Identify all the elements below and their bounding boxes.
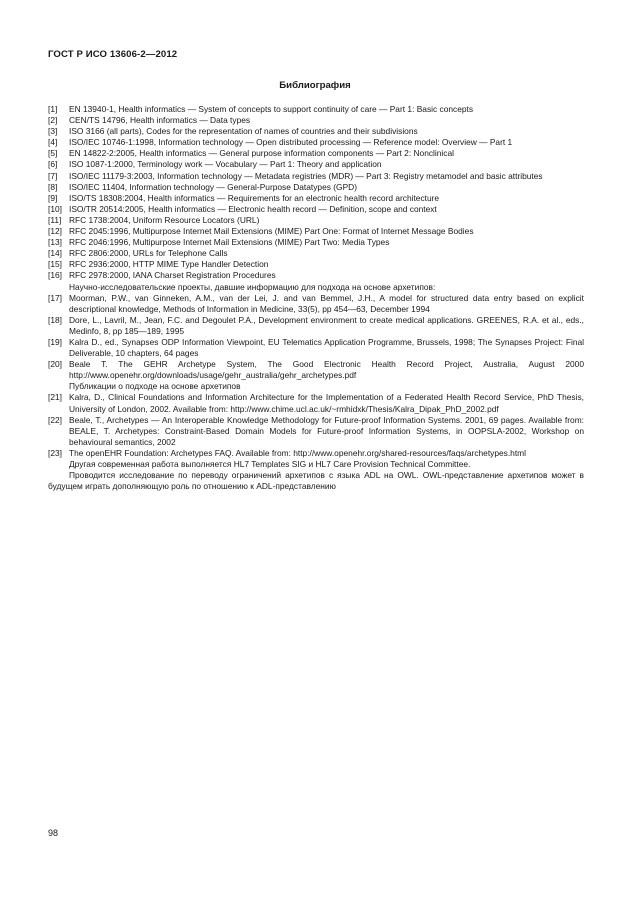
reference-number: [5] — [48, 148, 58, 159]
reference-item — [48, 115, 584, 126]
reference-number: [15] — [48, 259, 62, 270]
reference-item — [48, 337, 584, 359]
reference-text: ISO 1087-1:2000, Terminology work — Vocabulary — Part 1: Theory and application — [69, 159, 382, 170]
section-note-publications: Публикации о подходе на основе архетипов — [69, 381, 241, 392]
bibliography-list — [48, 104, 584, 492]
bibliography-title: Библиография — [279, 80, 351, 91]
reference-text: ISO/IEC 10746-1:1998, Information technology — Open distributed processing — Reference model: Overview — Part 1 — [69, 137, 513, 148]
reference-item — [48, 226, 584, 237]
reference-text: ISO/TS 18308:2004, Health informatics — Requirements for an electronic health record architecture — [69, 192, 440, 203]
reference-item — [48, 315, 584, 337]
reference-text: ISO/IEC 11179-3:2003, Information technology — Metadata registries (MDR) — Part 3: Registry metamodel and basic attributes — [69, 170, 543, 181]
reference-item — [48, 171, 584, 182]
reference-item — [48, 137, 584, 148]
reference-number: [11] — [48, 214, 62, 225]
page-number: 98 — [48, 828, 59, 838]
reference-number: [7] — [48, 170, 58, 181]
reference-text: EN 14822-2:2005, Health informatics — General purpose information components — Part 2: Nonclinical — [69, 148, 454, 159]
reference-text: Beale, T., Archetypes — An Interoperable Knowledge Methodology for Future-proof Information Systems. 2001, 69 pages. Available from: BEALE, T. Archetypes: Constraint-Based Domain Models for Future-proof Information Systems, in OOPSLA-2002, Workshop on behavioural semantics, 2002 — [69, 414, 584, 447]
reference-text: RFC 2046:1996, Multipurpose Internet Mail Extensions (MIME) Part Two: Media Types — [69, 237, 390, 248]
reference-number: [18] — [48, 314, 62, 325]
page-header-standard: ГОСТ Р ИСО 13606-2—2012 — [48, 49, 178, 60]
reference-item — [48, 182, 584, 193]
reference-text: RFC 2978:2000, IANA Charset Registration Procedures — [69, 270, 276, 281]
reference-number: [22] — [48, 414, 62, 425]
reference-item — [48, 359, 584, 381]
reference-text: ISO 3166 (all parts), Codes for the representation of names of countries and their subdivisions — [69, 126, 418, 137]
section-note-other-work: Другая современная работа выполняется HL7 Templates SIG и HL7 Care Provision Technical Committee. — [69, 459, 471, 469]
reference-group-standards — [48, 104, 584, 282]
reference-text: ISO/IEC 11404, Information technology — General-Purpose Datatypes (GPD) — [69, 181, 357, 192]
reference-item — [48, 270, 584, 281]
reference-number: [14] — [48, 248, 62, 259]
reference-text: Moorman, P.W., van Ginneken, A.M., van der Lei, J. and van Bemmel, J.H., A model for structured data entry based on explicit descriptional knowledge, Methods of Information in Medicine, 33(5), pp 454—63, December 1994 — [69, 292, 584, 314]
reference-text: Beale T. The GEHR Archetype System, The Good Electronic Health Record Project, Australia, August 2000 http://www.openehr.org/downloads/usage/gehr_australia/gehr_archetypes.pdf — [69, 359, 584, 381]
reference-number: [21] — [48, 392, 62, 403]
reference-item — [48, 415, 584, 448]
reference-number: [9] — [48, 192, 58, 203]
reference-number: [16] — [48, 270, 62, 281]
reference-number: [3] — [48, 126, 58, 137]
reference-number: [20] — [48, 359, 62, 370]
reference-item — [48, 104, 584, 115]
reference-text: RFC 2936:2000, HTTP MIME Type Handler Detection — [69, 259, 269, 270]
reference-item — [48, 215, 584, 226]
reference-number: [8] — [48, 181, 58, 192]
reference-number: [1] — [48, 104, 58, 114]
reference-item — [48, 237, 584, 248]
reference-item — [48, 148, 584, 159]
reference-item — [48, 293, 584, 315]
reference-item — [48, 126, 584, 137]
reference-number: [17] — [48, 292, 62, 303]
reference-text: EN 13940-1, Health informatics — System of concepts to support continuity of care — Part 1: Basic concepts — [69, 104, 474, 114]
reference-item — [48, 204, 584, 215]
reference-item — [48, 193, 584, 204]
reference-number: [6] — [48, 159, 58, 170]
reference-text: RFC 2806:2000, URLs for Telephone Calls — [69, 248, 228, 259]
reference-number: [23] — [48, 447, 62, 458]
reference-text: ISO/TR 20514:2005, Health informatics — Electronic health record — Definition, scope and context — [69, 203, 437, 214]
section-note-research: Научно-исследовательские проекты, давшие информацию для подхода на основе архетипов: — [69, 281, 436, 292]
reference-group-publications — [48, 392, 584, 459]
reference-item — [48, 259, 584, 270]
reference-number: [4] — [48, 137, 58, 148]
reference-text: Dore, L., Lavril, M., Jean, F.C. and Degoulet P.A., Development environment to create medical applications. GREENES, R.A. et al., eds., Medinfo, 8, pp 185—189, 1995 — [69, 314, 584, 336]
reference-number: [10] — [48, 203, 62, 214]
reference-number: [19] — [48, 336, 62, 347]
reference-text: Kalra D., ed., Synapses ODP Information Viewpoint, EU Telematics Application Programme, Brussels, 1998; The Synapses Project: Final Deliverable, 10 chapters, 64 pages — [69, 336, 584, 359]
reference-text: Kalra, D., Clinical Foundations and Information Architecture for the Implementation of a Federated Health Record Service, PhD Thesis, University of London, 2002. Available from: http://www.chime.ucl.ac.uk/~rmhidxk/Thesis/Kalra_Dipak_PhD_2002.pdf — [69, 392, 584, 414]
reference-number: [12] — [48, 226, 62, 237]
reference-item — [48, 159, 584, 170]
reference-number: [2] — [48, 115, 58, 126]
reference-item — [48, 448, 584, 459]
reference-text: CEN/TS 14796, Health informatics — Data types — [69, 115, 251, 126]
reference-item — [48, 248, 584, 259]
reference-text: RFC 2045:1996, Multipurpose Internet Mail Extensions (MIME) Part One: Format of Internet Message Bodies — [69, 226, 474, 237]
reference-item — [48, 392, 584, 414]
reference-number: [13] — [48, 237, 62, 248]
reference-text: The openEHR Foundation: Archetypes FAQ. Available from: http://www.openehr.org/shared-resources/faqs/archetypes.html — [69, 447, 526, 458]
closing-paragraph: Проводится исследование по переводу ограничений архетипов с языка ADL на OWL. OWL-представление архетипов может в будущем играть дополняющую роль по отношению к ADL-представлению — [48, 470, 584, 492]
reference-text: RFC 1738:2004, Uniform Resource Locators (URL) — [69, 214, 260, 225]
reference-group-research — [48, 293, 584, 382]
